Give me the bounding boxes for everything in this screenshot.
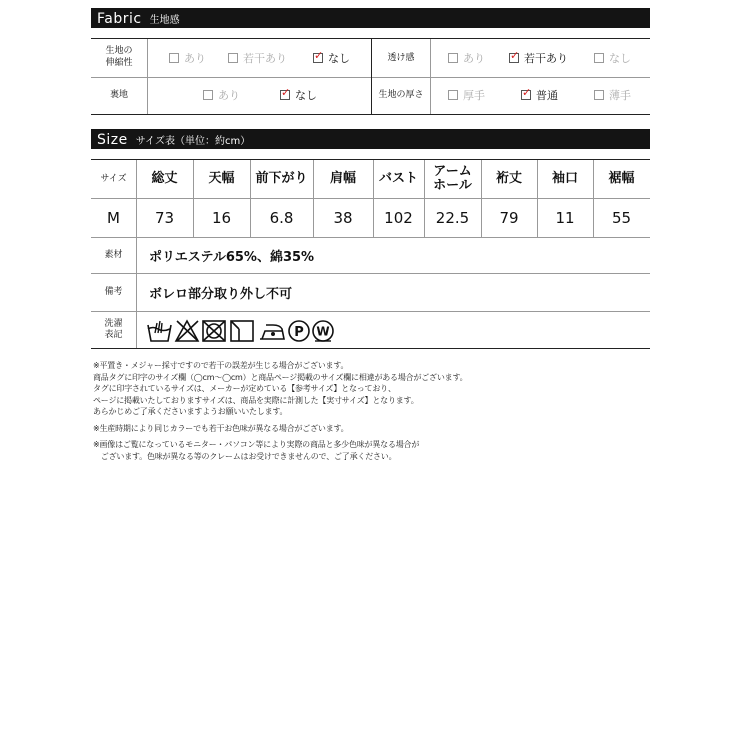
no-bleach-icon [176, 321, 198, 341]
checkbox-icon [521, 90, 531, 100]
sheer-option-1 [509, 52, 568, 66]
size-value-cell: 79 [499, 208, 519, 227]
checkbox-icon [448, 53, 458, 63]
sheer-label: 透け感 [387, 53, 415, 63]
lining-option-0 [203, 89, 240, 103]
size-section-header [91, 129, 650, 149]
checkbox-icon [594, 53, 604, 63]
dry-clean-p-icon [289, 321, 309, 341]
checkbox-icon [228, 53, 238, 63]
size-header-cell: 袖口 [551, 171, 578, 186]
checkbox-icon [280, 90, 290, 100]
option-label: なし [328, 52, 350, 65]
option-label: あり [184, 52, 206, 65]
note-line: 商品タグに印字のサイズ欄（◯cm〜◯cm）と商品ページ掲載のサイズ欄に相違がある場合がございます。 [93, 372, 468, 382]
fabric-table [91, 38, 650, 115]
remarks-value: ボレロ部分取り外し不可 [149, 286, 293, 302]
checkbox-icon [203, 90, 213, 100]
no-tumble-dry-icon [203, 321, 225, 341]
option-label: なし [609, 52, 631, 65]
divider [430, 77, 431, 114]
size-value-cell: 55 [611, 208, 632, 227]
material-value: ポリエステル65%、綿35% [149, 249, 315, 265]
size-value-cell: 16 [211, 208, 232, 227]
stretch-label [91, 45, 147, 69]
size-value-cell: 102 [384, 208, 413, 227]
size-header-cell: アーム ホール [433, 164, 472, 193]
svg-text:W: W [316, 324, 330, 339]
checkbox-icon [448, 90, 458, 100]
size-table [91, 159, 650, 349]
option-label: あり [463, 52, 485, 65]
sheer-option-0 [448, 52, 485, 66]
note-line: タグに印字されているサイズは、メーカーが定めている【参考サイズ】となっており、 [93, 384, 396, 393]
svg-text:P: P [294, 325, 304, 340]
fabric-title-ja: 生地感 [149, 15, 180, 26]
material-label: 素材 [104, 249, 123, 260]
size-header-cell: 前下がり [255, 171, 308, 186]
line-dry-shade-icon [231, 321, 253, 341]
size-value-cell: 22.5 [435, 208, 470, 227]
thickness-option-0 [448, 89, 485, 103]
size-value-cell: 38 [333, 208, 353, 227]
size-value-cell: M [107, 208, 120, 227]
size-value-cell: 73 [154, 208, 175, 227]
size-header-cell: 天幅 [208, 171, 235, 186]
option-label: 若干あり [524, 52, 568, 65]
checkbox-icon [594, 90, 604, 100]
size-header-cell: 肩幅 [329, 171, 356, 186]
thickness-label: 生地の厚さ [378, 90, 424, 100]
option-label: 普通 [536, 89, 558, 102]
option-label: 薄手 [609, 89, 631, 102]
size-header-cell: 裄丈 [495, 171, 522, 186]
stretch-option-0 [169, 52, 206, 66]
divider [136, 237, 137, 348]
care-label: 洗濯 表記 [104, 319, 123, 340]
wet-clean-w-icon [313, 321, 333, 341]
checkbox-icon [509, 53, 519, 63]
size-title-en: Size [97, 132, 128, 148]
note-line: ページに掲載いたしておりますサイズは、商品を実際に計測した【実寸サイズ】となります。 [93, 395, 419, 405]
divider [147, 39, 148, 77]
note-line: ※画像はご覧になっているモニター・パソコン等により実際の商品と多少色味が異なる場合が [93, 440, 420, 449]
fabric-section-header [91, 8, 650, 28]
lining-label: 裏地 [109, 90, 128, 100]
care-symbol-strip [146, 315, 334, 345]
note-line: ※平置き・メジャー採寸ですので若干の誤差が生じる場合がございます。 [93, 361, 349, 370]
size-value-cell: 11 [555, 208, 575, 227]
note-line: ※生産時期により同じカラーでも若干お色味が異なる場合がございます。 [93, 423, 349, 433]
note-line: あらかじめご了承くださいますようお願いいたします。 [93, 407, 288, 416]
sheer-option-2 [594, 52, 631, 66]
option-label: なし [295, 89, 317, 102]
lining-option-1 [280, 89, 317, 103]
option-label: あり [218, 89, 240, 102]
thickness-option-2 [594, 89, 631, 103]
hand-wash-icon [148, 321, 171, 341]
fabric-row-1 [91, 39, 650, 78]
size-header-cell: サイズ [100, 174, 127, 184]
thickness-option-1 [521, 89, 558, 103]
divider [147, 77, 148, 114]
size-header-cell: バスト [378, 171, 418, 186]
notes [93, 360, 653, 462]
note-line: ございます。色味が異なる等のクレームはお受けできませんので、ご了承ください。 [93, 451, 397, 461]
divider [430, 39, 431, 77]
care-symbols [146, 314, 334, 346]
stretch-option-2 [313, 52, 350, 66]
size-value-cell: 6.8 [269, 208, 294, 227]
size-header-cell: 裾幅 [608, 171, 635, 186]
stretch-option-1 [228, 52, 287, 66]
remarks-label: 備考 [104, 286, 123, 297]
fabric-row-2 [91, 77, 650, 114]
checkbox-icon [169, 53, 179, 63]
divider [91, 311, 650, 312]
fabric-title-en: Fabric [97, 11, 142, 27]
stretch-label-text: 生地の 伸縮性 [105, 46, 133, 68]
size-header-cell: 総丈 [151, 171, 178, 186]
option-label: 若干あり [243, 52, 287, 65]
iron-low-icon [260, 325, 284, 339]
option-label: 厚手 [463, 89, 485, 102]
size-title-ja: サイズ表（単位：約cm） [135, 136, 251, 147]
checkbox-icon [313, 53, 323, 63]
